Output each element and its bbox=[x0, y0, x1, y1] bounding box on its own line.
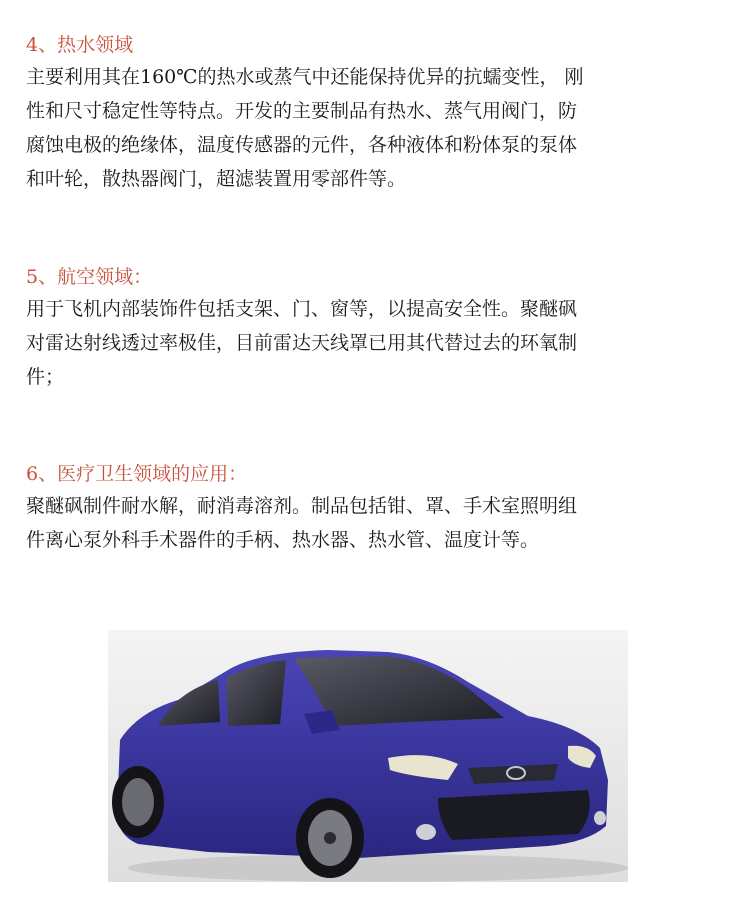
body-line: 件； bbox=[26, 366, 65, 388]
section-hot-water bbox=[26, 30, 730, 196]
section-aviation bbox=[26, 262, 730, 394]
body-line: 主要利用其在160℃的热水或蒸气中还能保持优异的抗蠕变性， 刚 bbox=[26, 66, 584, 88]
section-body bbox=[26, 489, 730, 557]
body-line: 聚醚砜制件耐水解，耐消毒溶剂。制品包括钳、罩、手术室照明组 bbox=[26, 495, 578, 517]
body-line: 性和尺寸稳定性等特点。开发的主要制品有热水、蒸气用阀门，防 bbox=[26, 100, 578, 122]
body-line: 件离心泵外科手术器件的手柄、热水器、热水管、温度计等。 bbox=[26, 529, 540, 551]
body-line: 用于飞机内部装饰件包括支架、门、窗等，以提高安全性。聚醚砜 bbox=[26, 298, 578, 320]
body-line: 腐蚀电极的绝缘体，温度传感器的元件，各种液体和粉体泵的泵体 bbox=[26, 134, 578, 156]
section-medical bbox=[26, 459, 730, 557]
section-body bbox=[26, 60, 730, 196]
section-heading: 6、医疗卫生领域的应用： bbox=[26, 463, 248, 485]
section-heading: 4、热水领域 bbox=[26, 34, 134, 56]
car-photo bbox=[108, 630, 628, 882]
body-line: 和叶轮，散热器阀门，超滤装置用零部件等。 bbox=[26, 168, 407, 190]
body-line: 对雷达射线透过率极佳，目前雷达天线罩已用其代替过去的环氧制 bbox=[26, 332, 578, 354]
car-illustration bbox=[108, 630, 628, 882]
section-heading: 5、航空领域： bbox=[26, 266, 153, 288]
section-body bbox=[26, 292, 730, 394]
